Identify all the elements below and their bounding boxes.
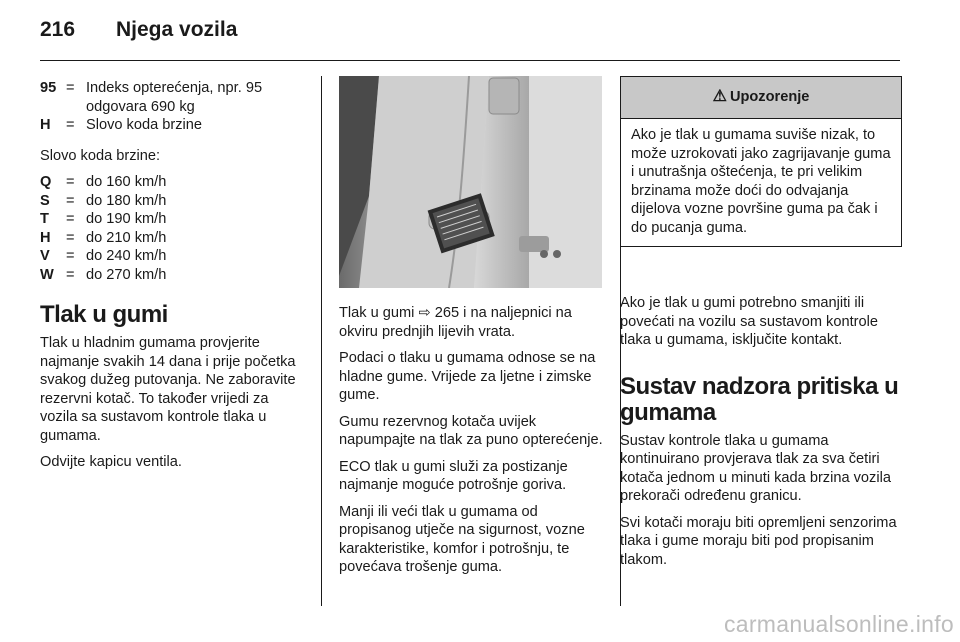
column-divider-1 [321, 76, 322, 606]
speed-row [40, 266, 305, 285]
paragraph: Sustav kontrole tlaka u gumama kontinuirano provjerava tlak za sva četiri kotača jednom u minuti kada brzina vozila prekorači određenu granicu. [620, 432, 891, 504]
speed-text: do 240 km/h [86, 248, 167, 264]
speed-key: V [40, 248, 50, 264]
speed-text: do 270 km/h [86, 266, 167, 283]
paragraph: Ako je tlak u gumi potrebno smanjiti ili povećati na vozilu sa sustavom kontrole tlaka u gumama, isključite kontakt. [620, 295, 878, 348]
speed-row [40, 247, 305, 266]
definition-row [40, 79, 305, 116]
column-1 [40, 79, 305, 480]
section-heading-pressure-monitoring: Sustav nadzora pritiska u gumama [620, 372, 899, 426]
watermark: carmanualsonline.info [723, 611, 954, 637]
speed-equals: = [66, 211, 75, 227]
reference-arrow-icon[interactable]: ⇨ [418, 305, 431, 321]
speed-text: do 210 km/h [86, 229, 167, 246]
definition-text: Indeks opterećenja, npr. 95 odgovara 690 kg [86, 80, 263, 115]
paragraph-tyre-pressure-reference: Tlak u gumi ⇨ 265 i na naljepnici na okviru prednjih lijevih vrata. [339, 305, 572, 340]
paragraph: Gumu rezervnog kotača uvijek napumpajte na tlak za puno opterećenje. [339, 413, 603, 448]
page-title: Njega vozila [116, 18, 238, 41]
warning-header [621, 77, 901, 119]
speed-text: do 180 km/h [86, 192, 167, 209]
column-2 [339, 304, 604, 585]
paragraph: ECO tlak u gumi služi za postizanje najmanje moguće potrošnje goriva. [339, 458, 568, 493]
speed-equals: = [66, 192, 75, 209]
paragraph: Odvijte kapicu ventila. [40, 454, 182, 470]
speed-text: do 160 km/h [86, 174, 167, 190]
speed-equals: = [66, 174, 75, 190]
warning-box [620, 76, 902, 247]
definition-text: Slovo koda brzine [86, 117, 203, 133]
speed-key: S [40, 192, 50, 209]
speed-row [40, 173, 305, 192]
warning-body: Ako je tlak u gumama suviše nizak, to može uzrokovati jako zagrijavanje guma i unutrašnja oštećenja, te pri velikim brzinama može doći do odvajanja dijelova vozne površine guma pa čak i do pucanja guma. [631, 127, 891, 236]
paragraph: Manji ili veći tlak u gumama od propisanog utječe na sigurnost, vozne karakteristike, komfor i potrošnju, te povećava trošenje guma. [339, 503, 585, 575]
definition-key: 95 [40, 80, 57, 96]
column-3 [620, 294, 905, 577]
definition-row [40, 116, 305, 135]
speed-key: Q [40, 174, 52, 190]
page-number: 216 [40, 18, 76, 41]
speed-text: do 190 km/h [86, 211, 167, 227]
speed-row [40, 192, 305, 211]
speed-equals: = [66, 248, 75, 264]
warning-title: Upozorenje [729, 89, 810, 106]
speed-key: H [40, 229, 51, 246]
definition-equals: = [66, 117, 75, 133]
speed-row [40, 229, 305, 248]
definition-equals: = [66, 80, 75, 96]
speed-row [40, 210, 305, 229]
header-divider [40, 60, 900, 61]
door-frame-tyre-label-photo [339, 76, 602, 288]
speed-code-intro: Slovo koda brzine: [40, 147, 161, 164]
speed-key: W [40, 266, 54, 283]
speed-equals: = [66, 229, 75, 246]
paragraph: Podaci o tlaku u gumama odnose se na hladne gume. Vrijede za ljetne i zimske gume. [339, 350, 596, 403]
section-heading-tyre-pressure: Tlak u gumi [40, 301, 168, 328]
warning-triangle-icon: ⚠ [712, 88, 727, 106]
paragraph: Svi kotači moraju biti opremljeni senzorima tlaka i gume moraju biti pod propisanim tlakom. [620, 514, 897, 568]
door-frame-illustration [339, 76, 602, 288]
speed-key: T [40, 211, 49, 227]
definition-key: H [40, 117, 51, 133]
paragraph: Tlak u hladnim gumama provjerite najmanje svakih 14 dana i prije početka svakog dužeg putovanja. Ne zaboravite rezervni kotač. To također vrijedi za vozila sa sustavom kontrole tlaka u gumama. [40, 335, 296, 444]
page-header [40, 18, 237, 42]
speed-equals: = [66, 266, 75, 283]
